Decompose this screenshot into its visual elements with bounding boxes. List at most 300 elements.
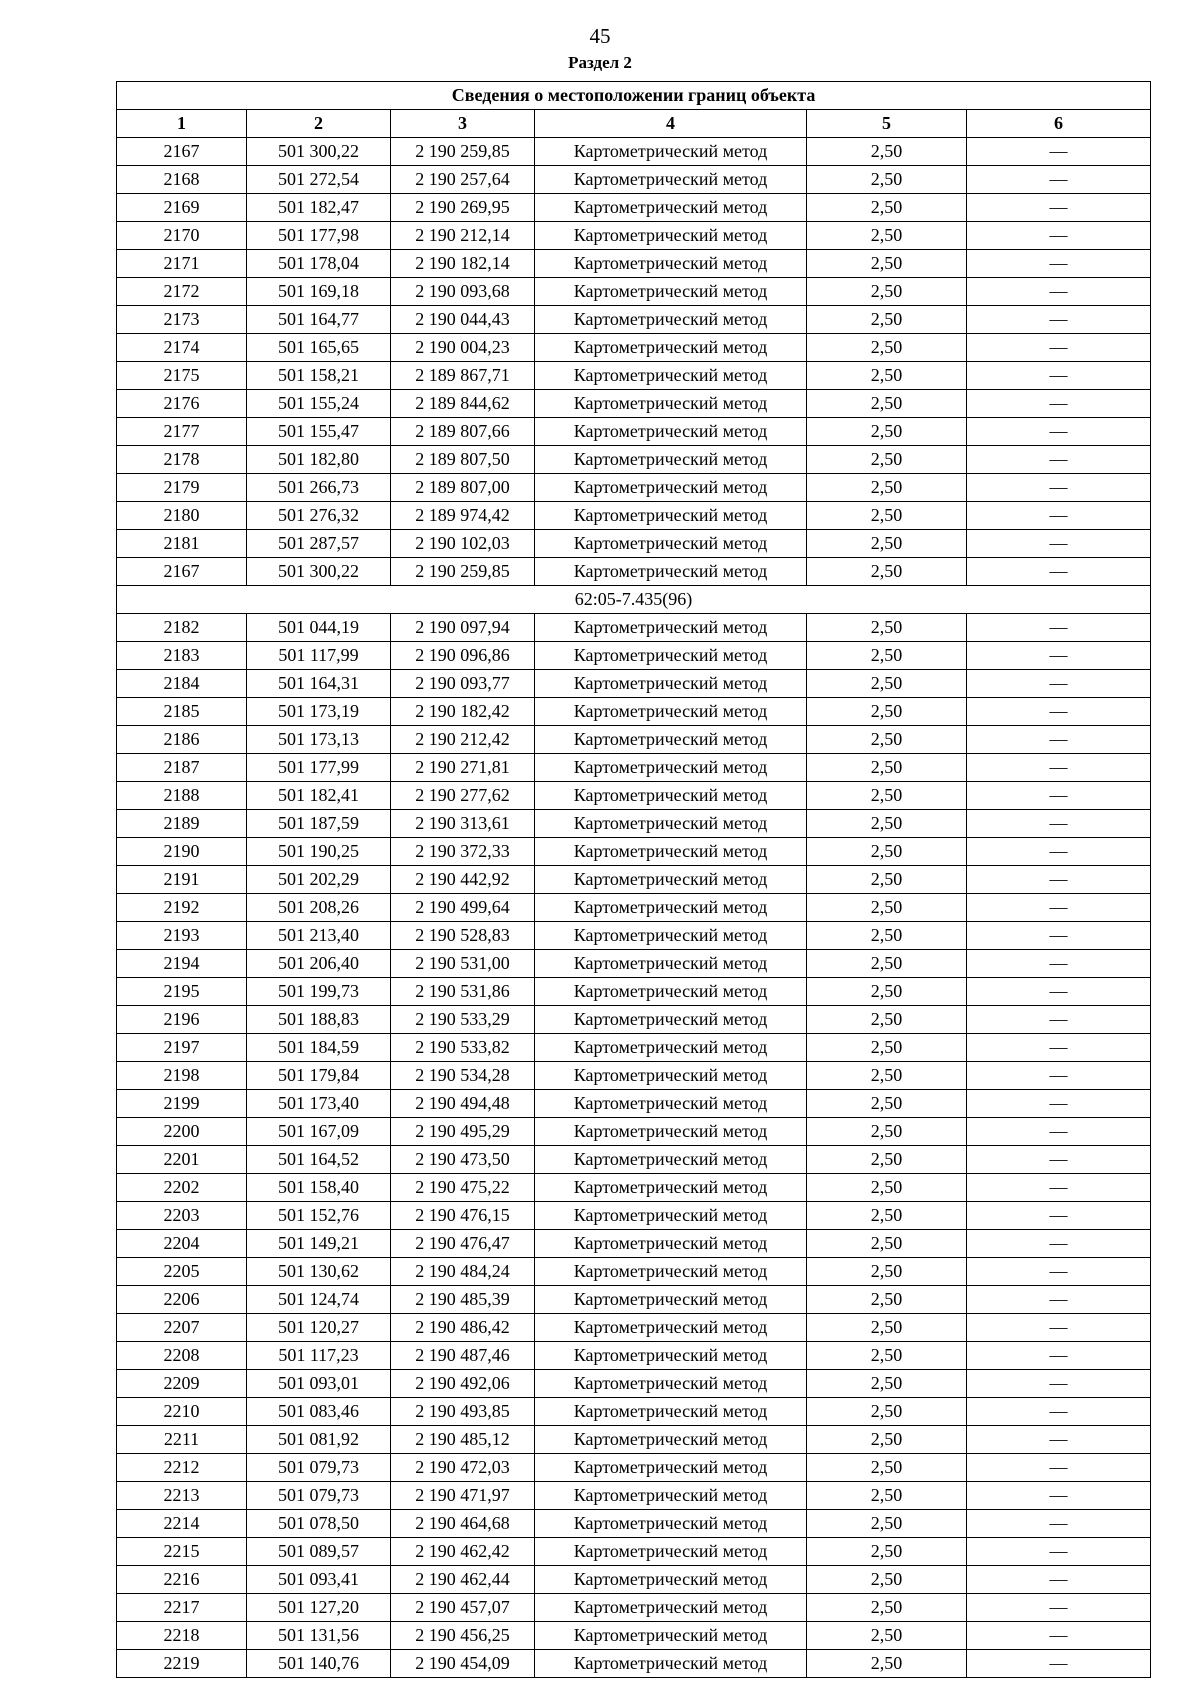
column-header: 4: [535, 110, 807, 138]
x-coordinate-cell: 501 149,21: [247, 1230, 391, 1258]
description-cell: —: [967, 278, 1151, 306]
y-coordinate-cell: 2 190 486,42: [391, 1314, 535, 1342]
method-cell: Картометрический метод: [535, 614, 807, 642]
method-cell: Картометрический метод: [535, 1342, 807, 1370]
point-number-cell: 2184: [117, 670, 247, 698]
description-cell: —: [967, 1370, 1151, 1398]
x-coordinate-cell: 501 164,77: [247, 306, 391, 334]
method-cell: Картометрический метод: [535, 334, 807, 362]
accuracy-cell: 2,50: [807, 1034, 967, 1062]
x-coordinate-cell: 501 169,18: [247, 278, 391, 306]
method-cell: Картометрический метод: [535, 1650, 807, 1678]
point-number-cell: 2219: [117, 1650, 247, 1678]
table-row: [117, 1174, 1151, 1202]
point-number-cell: 2196: [117, 1006, 247, 1034]
description-cell: —: [967, 1314, 1151, 1342]
description-cell: —: [967, 1482, 1151, 1510]
point-number-cell: 2173: [117, 306, 247, 334]
method-cell: Картометрический метод: [535, 698, 807, 726]
y-coordinate-cell: 2 190 492,06: [391, 1370, 535, 1398]
y-coordinate-cell: 2 189 807,50: [391, 446, 535, 474]
accuracy-cell: 2,50: [807, 1174, 967, 1202]
table-row: [117, 1594, 1151, 1622]
table-row: [117, 418, 1151, 446]
x-coordinate-cell: 501 117,23: [247, 1342, 391, 1370]
point-number-cell: 2182: [117, 614, 247, 642]
y-coordinate-cell: 2 190 093,68: [391, 278, 535, 306]
y-coordinate-cell: 2 190 528,83: [391, 922, 535, 950]
x-coordinate-cell: 501 287,57: [247, 530, 391, 558]
point-number-cell: 2214: [117, 1510, 247, 1538]
x-coordinate-cell: 501 152,76: [247, 1202, 391, 1230]
accuracy-cell: 2,50: [807, 810, 967, 838]
method-cell: Картометрический метод: [535, 418, 807, 446]
method-cell: Картометрический метод: [535, 362, 807, 390]
accuracy-cell: 2,50: [807, 390, 967, 418]
accuracy-cell: 2,50: [807, 306, 967, 334]
point-number-cell: 2213: [117, 1482, 247, 1510]
description-cell: —: [967, 754, 1151, 782]
x-coordinate-cell: 501 131,56: [247, 1622, 391, 1650]
method-cell: Картометрический метод: [535, 530, 807, 558]
point-number-cell: 2192: [117, 894, 247, 922]
description-cell: —: [967, 418, 1151, 446]
x-coordinate-cell: 501 187,59: [247, 810, 391, 838]
x-coordinate-cell: 501 165,65: [247, 334, 391, 362]
table-row: [117, 1622, 1151, 1650]
description-cell: —: [967, 894, 1151, 922]
accuracy-cell: 2,50: [807, 1062, 967, 1090]
method-cell: Картометрический метод: [535, 1426, 807, 1454]
column-header-row: [117, 110, 1151, 138]
x-coordinate-cell: 501 164,31: [247, 670, 391, 698]
method-cell: Картометрический метод: [535, 922, 807, 950]
x-coordinate-cell: 501 300,22: [247, 558, 391, 586]
y-coordinate-cell: 2 190 472,03: [391, 1454, 535, 1482]
point-number-cell: 2174: [117, 334, 247, 362]
table-row: [117, 894, 1151, 922]
method-cell: Картометрический метод: [535, 1454, 807, 1482]
table-row: [117, 1510, 1151, 1538]
y-coordinate-cell: 2 190 093,77: [391, 670, 535, 698]
method-cell: Картометрический метод: [535, 1006, 807, 1034]
accuracy-cell: 2,50: [807, 278, 967, 306]
accuracy-cell: 2,50: [807, 782, 967, 810]
description-cell: —: [967, 726, 1151, 754]
method-cell: Картометрический метод: [535, 670, 807, 698]
x-coordinate-cell: 501 184,59: [247, 1034, 391, 1062]
x-coordinate-cell: 501 182,41: [247, 782, 391, 810]
point-number-cell: 2188: [117, 782, 247, 810]
y-coordinate-cell: 2 190 212,14: [391, 222, 535, 250]
y-coordinate-cell: 2 190 182,14: [391, 250, 535, 278]
table-row: [117, 1538, 1151, 1566]
x-coordinate-cell: 501 158,40: [247, 1174, 391, 1202]
y-coordinate-cell: 2 190 471,97: [391, 1482, 535, 1510]
description-cell: —: [967, 1034, 1151, 1062]
description-cell: —: [967, 1454, 1151, 1482]
x-coordinate-cell: 501 266,73: [247, 474, 391, 502]
table-row: [117, 950, 1151, 978]
accuracy-cell: 2,50: [807, 726, 967, 754]
method-cell: Картометрический метод: [535, 1146, 807, 1174]
point-number-cell: 2185: [117, 698, 247, 726]
x-coordinate-cell: 501 213,40: [247, 922, 391, 950]
point-number-cell: 2167: [117, 558, 247, 586]
description-cell: —: [967, 558, 1151, 586]
accuracy-cell: 2,50: [807, 1454, 967, 1482]
accuracy-cell: 2,50: [807, 670, 967, 698]
x-coordinate-cell: 501 155,47: [247, 418, 391, 446]
description-cell: —: [967, 1622, 1151, 1650]
point-number-cell: 2204: [117, 1230, 247, 1258]
table-row: [117, 390, 1151, 418]
point-number-cell: 2191: [117, 866, 247, 894]
boundary-coordinates-table: [116, 81, 1151, 1678]
y-coordinate-cell: 2 190 493,85: [391, 1398, 535, 1426]
table-row: [117, 726, 1151, 754]
table-row: [117, 222, 1151, 250]
description-cell: —: [967, 1202, 1151, 1230]
x-coordinate-cell: 501 206,40: [247, 950, 391, 978]
table-row: [117, 1370, 1151, 1398]
description-cell: —: [967, 1594, 1151, 1622]
method-cell: Картометрический метод: [535, 726, 807, 754]
point-number-cell: 2209: [117, 1370, 247, 1398]
description-cell: —: [967, 1286, 1151, 1314]
method-cell: Картометрический метод: [535, 250, 807, 278]
method-cell: Картометрический метод: [535, 1230, 807, 1258]
point-number-cell: 2177: [117, 418, 247, 446]
method-cell: Картометрический метод: [535, 222, 807, 250]
table-row: [117, 558, 1151, 586]
point-number-cell: 2194: [117, 950, 247, 978]
accuracy-cell: 2,50: [807, 222, 967, 250]
x-coordinate-cell: 501 140,76: [247, 1650, 391, 1678]
accuracy-cell: 2,50: [807, 1258, 967, 1286]
y-coordinate-cell: 2 190 004,23: [391, 334, 535, 362]
accuracy-cell: 2,50: [807, 474, 967, 502]
y-coordinate-cell: 2 190 533,29: [391, 1006, 535, 1034]
y-coordinate-cell: 2 190 475,22: [391, 1174, 535, 1202]
method-cell: Картометрический метод: [535, 978, 807, 1006]
table-row: [117, 1062, 1151, 1090]
method-cell: Картометрический метод: [535, 1090, 807, 1118]
method-cell: Картометрический метод: [535, 1118, 807, 1146]
accuracy-cell: 2,50: [807, 698, 967, 726]
description-cell: —: [967, 250, 1151, 278]
table-row: [117, 530, 1151, 558]
accuracy-cell: 2,50: [807, 978, 967, 1006]
method-cell: Картометрический метод: [535, 194, 807, 222]
table-row: [117, 1258, 1151, 1286]
point-number-cell: 2169: [117, 194, 247, 222]
table-body: [117, 138, 1151, 1678]
table-row: [117, 1426, 1151, 1454]
point-number-cell: 2210: [117, 1398, 247, 1426]
y-coordinate-cell: 2 190 277,62: [391, 782, 535, 810]
table-row: [117, 1034, 1151, 1062]
accuracy-cell: 2,50: [807, 530, 967, 558]
accuracy-cell: 2,50: [807, 614, 967, 642]
accuracy-cell: 2,50: [807, 1426, 967, 1454]
table-row: [117, 362, 1151, 390]
description-cell: —: [967, 922, 1151, 950]
method-cell: Картометрический метод: [535, 1286, 807, 1314]
y-coordinate-cell: 2 190 533,82: [391, 1034, 535, 1062]
x-coordinate-cell: 501 093,01: [247, 1370, 391, 1398]
y-coordinate-cell: 2 190 494,48: [391, 1090, 535, 1118]
method-cell: Картометрический метод: [535, 306, 807, 334]
y-coordinate-cell: 2 189 807,66: [391, 418, 535, 446]
description-cell: —: [967, 1510, 1151, 1538]
table-row: [117, 446, 1151, 474]
method-cell: Картометрический метод: [535, 1594, 807, 1622]
y-coordinate-cell: 2 190 462,44: [391, 1566, 535, 1594]
y-coordinate-cell: 2 189 974,42: [391, 502, 535, 530]
section-title: Раздел 2: [568, 53, 632, 72]
table-row: [117, 1286, 1151, 1314]
description-cell: —: [967, 838, 1151, 866]
y-coordinate-cell: 2 190 372,33: [391, 838, 535, 866]
x-coordinate-cell: 501 177,98: [247, 222, 391, 250]
accuracy-cell: 2,50: [807, 1286, 967, 1314]
x-coordinate-cell: 501 081,92: [247, 1426, 391, 1454]
accuracy-cell: 2,50: [807, 894, 967, 922]
x-coordinate-cell: 501 078,50: [247, 1510, 391, 1538]
point-number-cell: 2207: [117, 1314, 247, 1342]
description-cell: —: [967, 1174, 1151, 1202]
point-number-cell: 2179: [117, 474, 247, 502]
description-cell: —: [967, 642, 1151, 670]
point-number-cell: 2171: [117, 250, 247, 278]
accuracy-cell: 2,50: [807, 362, 967, 390]
table-row: [117, 670, 1151, 698]
x-coordinate-cell: 501 182,80: [247, 446, 391, 474]
y-coordinate-cell: 2 190 102,03: [391, 530, 535, 558]
group-label: 62:05-7.435(96): [117, 586, 1151, 614]
table-row: [117, 754, 1151, 782]
table-row: [117, 1006, 1151, 1034]
description-cell: —: [967, 782, 1151, 810]
point-number-cell: 2205: [117, 1258, 247, 1286]
point-number-cell: 2211: [117, 1426, 247, 1454]
column-header: 6: [967, 110, 1151, 138]
accuracy-cell: 2,50: [807, 754, 967, 782]
table-row: [117, 1342, 1151, 1370]
table-row: [117, 250, 1151, 278]
point-number-cell: 2190: [117, 838, 247, 866]
accuracy-cell: 2,50: [807, 1370, 967, 1398]
description-cell: —: [967, 166, 1151, 194]
table-row: [117, 474, 1151, 502]
y-coordinate-cell: 2 190 534,28: [391, 1062, 535, 1090]
accuracy-cell: 2,50: [807, 250, 967, 278]
x-coordinate-cell: 501 208,26: [247, 894, 391, 922]
description-cell: —: [967, 502, 1151, 530]
description-cell: —: [967, 1006, 1151, 1034]
description-cell: —: [967, 530, 1151, 558]
y-coordinate-cell: 2 190 456,25: [391, 1622, 535, 1650]
accuracy-cell: 2,50: [807, 1538, 967, 1566]
y-coordinate-cell: 2 190 485,39: [391, 1286, 535, 1314]
y-coordinate-cell: 2 190 462,42: [391, 1538, 535, 1566]
x-coordinate-cell: 501 089,57: [247, 1538, 391, 1566]
y-coordinate-cell: 2 190 484,24: [391, 1258, 535, 1286]
method-cell: Картометрический метод: [535, 558, 807, 586]
table-row: [117, 1230, 1151, 1258]
x-coordinate-cell: 501 083,46: [247, 1398, 391, 1426]
table-row: [117, 1314, 1151, 1342]
description-cell: —: [967, 1258, 1151, 1286]
table-row: [117, 278, 1151, 306]
description-cell: —: [967, 1650, 1151, 1678]
description-cell: —: [967, 614, 1151, 642]
point-number-cell: 2199: [117, 1090, 247, 1118]
y-coordinate-cell: 2 190 259,85: [391, 558, 535, 586]
point-number-cell: 2195: [117, 978, 247, 1006]
method-cell: Картометрический метод: [535, 754, 807, 782]
y-coordinate-cell: 2 190 096,86: [391, 642, 535, 670]
x-coordinate-cell: 501 127,20: [247, 1594, 391, 1622]
point-number-cell: 2212: [117, 1454, 247, 1482]
point-number-cell: 2216: [117, 1566, 247, 1594]
point-number-cell: 2218: [117, 1622, 247, 1650]
x-coordinate-cell: 501 173,40: [247, 1090, 391, 1118]
y-coordinate-cell: 2 190 464,68: [391, 1510, 535, 1538]
method-cell: Картометрический метод: [535, 642, 807, 670]
point-number-cell: 2180: [117, 502, 247, 530]
point-number-cell: 2197: [117, 1034, 247, 1062]
point-number-cell: 2187: [117, 754, 247, 782]
accuracy-cell: 2,50: [807, 1230, 967, 1258]
description-cell: —: [967, 698, 1151, 726]
accuracy-cell: 2,50: [807, 1202, 967, 1230]
y-coordinate-cell: 2 190 457,07: [391, 1594, 535, 1622]
accuracy-cell: 2,50: [807, 1342, 967, 1370]
method-cell: Картометрический метод: [535, 810, 807, 838]
table-row: [117, 1118, 1151, 1146]
y-coordinate-cell: 2 190 442,92: [391, 866, 535, 894]
accuracy-cell: 2,50: [807, 838, 967, 866]
accuracy-cell: 2,50: [807, 334, 967, 362]
table-row: [117, 334, 1151, 362]
description-cell: —: [967, 950, 1151, 978]
accuracy-cell: 2,50: [807, 1566, 967, 1594]
accuracy-cell: 2,50: [807, 1006, 967, 1034]
point-number-cell: 2200: [117, 1118, 247, 1146]
x-coordinate-cell: 501 188,83: [247, 1006, 391, 1034]
table-row: [117, 614, 1151, 642]
table-row: [117, 978, 1151, 1006]
method-cell: Картометрический метод: [535, 1370, 807, 1398]
table-row: [117, 698, 1151, 726]
point-number-cell: 2170: [117, 222, 247, 250]
description-cell: —: [967, 1398, 1151, 1426]
table-row: [117, 866, 1151, 894]
x-coordinate-cell: 501 300,22: [247, 138, 391, 166]
accuracy-cell: 2,50: [807, 1510, 967, 1538]
y-coordinate-cell: 2 190 097,94: [391, 614, 535, 642]
description-cell: —: [967, 810, 1151, 838]
accuracy-cell: 2,50: [807, 418, 967, 446]
accuracy-cell: 2,50: [807, 950, 967, 978]
x-coordinate-cell: 501 164,52: [247, 1146, 391, 1174]
y-coordinate-cell: 2 190 313,61: [391, 810, 535, 838]
x-coordinate-cell: 501 117,99: [247, 642, 391, 670]
accuracy-cell: 2,50: [807, 1090, 967, 1118]
point-number-cell: 2181: [117, 530, 247, 558]
y-coordinate-cell: 2 190 487,46: [391, 1342, 535, 1370]
point-number-cell: 2198: [117, 1062, 247, 1090]
x-coordinate-cell: 501 167,09: [247, 1118, 391, 1146]
y-coordinate-cell: 2 190 182,42: [391, 698, 535, 726]
x-coordinate-cell: 501 202,29: [247, 866, 391, 894]
column-header: 2: [247, 110, 391, 138]
description-cell: —: [967, 222, 1151, 250]
y-coordinate-cell: 2 190 476,47: [391, 1230, 535, 1258]
method-cell: Картометрический метод: [535, 1314, 807, 1342]
y-coordinate-cell: 2 190 485,12: [391, 1426, 535, 1454]
accuracy-cell: 2,50: [807, 1650, 967, 1678]
accuracy-cell: 2,50: [807, 922, 967, 950]
accuracy-cell: 2,50: [807, 1118, 967, 1146]
point-number-cell: 2168: [117, 166, 247, 194]
method-cell: Картометрический метод: [535, 1174, 807, 1202]
x-coordinate-cell: 501 199,73: [247, 978, 391, 1006]
accuracy-cell: 2,50: [807, 502, 967, 530]
y-coordinate-cell: 2 190 499,64: [391, 894, 535, 922]
y-coordinate-cell: 2 190 044,43: [391, 306, 535, 334]
description-cell: —: [967, 306, 1151, 334]
description-cell: —: [967, 334, 1151, 362]
table-row: [117, 1146, 1151, 1174]
method-cell: Картометрический метод: [535, 166, 807, 194]
table-row: [117, 502, 1151, 530]
description-cell: —: [967, 1146, 1151, 1174]
table-caption: Сведения о местоположении границ объекта: [117, 82, 1151, 110]
x-coordinate-cell: 501 178,04: [247, 250, 391, 278]
method-cell: Картометрический метод: [535, 1034, 807, 1062]
point-number-cell: 2215: [117, 1538, 247, 1566]
method-cell: Картометрический метод: [535, 390, 807, 418]
description-cell: —: [967, 1426, 1151, 1454]
x-coordinate-cell: 501 158,21: [247, 362, 391, 390]
accuracy-cell: 2,50: [807, 1622, 967, 1650]
description-cell: —: [967, 1342, 1151, 1370]
x-coordinate-cell: 501 079,73: [247, 1482, 391, 1510]
table-row: [117, 810, 1151, 838]
description-cell: —: [967, 138, 1151, 166]
table-caption-row: [117, 82, 1151, 110]
accuracy-cell: 2,50: [807, 1482, 967, 1510]
accuracy-cell: 2,50: [807, 166, 967, 194]
x-coordinate-cell: 501 093,41: [247, 1566, 391, 1594]
table-row: [117, 194, 1151, 222]
method-cell: Картометрический метод: [535, 894, 807, 922]
accuracy-cell: 2,50: [807, 558, 967, 586]
y-coordinate-cell: 2 190 495,29: [391, 1118, 535, 1146]
method-cell: Картометрический метод: [535, 1062, 807, 1090]
group-label-row: [117, 586, 1151, 614]
method-cell: Картометрический метод: [535, 138, 807, 166]
description-cell: —: [967, 1230, 1151, 1258]
accuracy-cell: 2,50: [807, 1146, 967, 1174]
table-row: [117, 1202, 1151, 1230]
accuracy-cell: 2,50: [807, 642, 967, 670]
method-cell: Картометрический метод: [535, 1482, 807, 1510]
description-cell: —: [967, 194, 1151, 222]
